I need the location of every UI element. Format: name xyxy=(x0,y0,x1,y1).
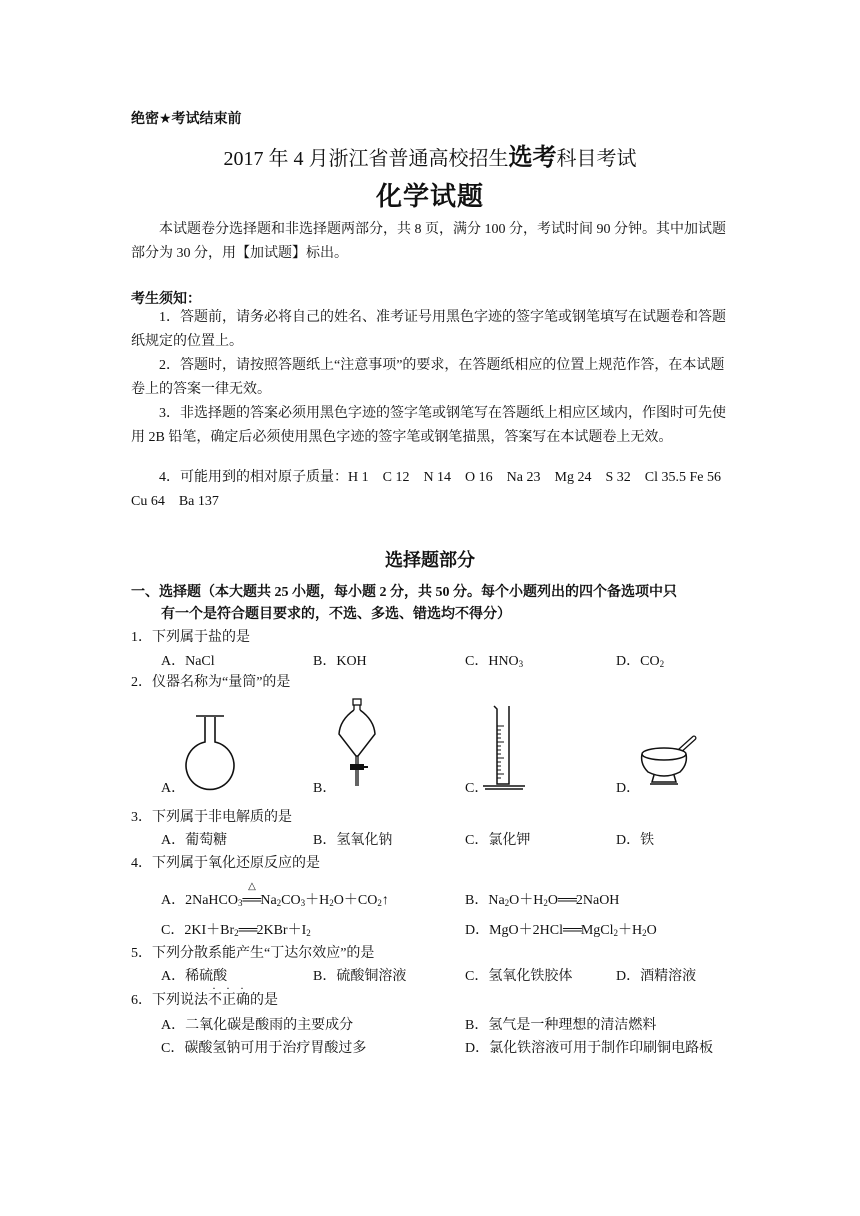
q5-option-b: B．硫酸铜溶液 xyxy=(313,969,407,984)
gas-arrow-icon: ↑ xyxy=(381,893,389,908)
q2-option-b: B． xyxy=(313,781,337,796)
exam-title xyxy=(0,137,860,172)
q1-option-c xyxy=(465,650,523,670)
exam-title-emphasis: 选考 xyxy=(508,143,557,171)
exam-title-pre: 2017 年 4 月浙江省普通高校招生 xyxy=(223,148,509,170)
heating-delta-mark: △ xyxy=(248,881,255,892)
q1-option-c-text: C．HNO xyxy=(465,654,519,669)
mortar-and-pestle-icon xyxy=(634,732,700,790)
q6-emphasis-char-1: 不 xyxy=(208,993,222,1008)
q1-option-d-text: D．CO xyxy=(616,654,660,669)
q1-option-c-sub: 3 xyxy=(518,659,524,669)
notice-item-3: 3．非选择题的答案必须用黑色字迹的签字笔或钢笔写在答题纸上相应区域内，作图时可先使用 2B 铅笔，确定后必须使用黑色字迹的签字笔或钢笔描黑，答案写在本试题卷上无效。 xyxy=(131,406,726,445)
q1-option-d-sub: 2 xyxy=(659,659,665,669)
exam-title-post: 科目考试 xyxy=(556,148,637,170)
q5-option-d: D．酒精溶液 xyxy=(616,969,697,984)
round-bottom-flask-icon xyxy=(182,712,238,792)
q4-option-a: A．2NaHCO$_3$══ △ $Na_2CO_3+H_2O+CO_2↑$ xyxy=(161,881,389,908)
section-heading-line1: 一、选择题（本大题共 25 小题，每小题 2 分，共 50 分。每个小题列出的四个备选项中只 xyxy=(131,585,677,600)
section-title: 选择题部分 xyxy=(385,550,475,571)
q2-option-a: A． xyxy=(161,781,186,796)
q6-option-c: C．碳酸氢钠可用于治疗胃酸过多 xyxy=(161,1041,367,1056)
q6-stem xyxy=(131,989,278,1009)
q5-option-a: A．稀硫酸 xyxy=(161,969,228,984)
q3-option-c: C．氯化钾 xyxy=(465,833,531,848)
section-heading-line2: 有一个是符合题目要求的，不选、多选、错选均不得分） xyxy=(161,607,511,622)
q3-option-a: A．葡萄糖 xyxy=(161,833,228,848)
q2-option-c: C． xyxy=(465,781,489,796)
q3-option-b: B．氢氧化钠 xyxy=(313,833,393,848)
q4-option-c: C．$2KI+Br_2══2KBr+I_2$ xyxy=(161,923,311,938)
notice-item-4: 4．可能用到的相对原子质量：H 1 C 12 N 14 O 16 Na 23 Mg 24 S 32 Cl 35.5 Fe 56 Cu 64 Ba 137 xyxy=(131,470,735,509)
q3-option-d: D．铁 xyxy=(616,833,655,848)
subject-title: 化学试题 xyxy=(375,182,484,212)
q6-emphasis-char-2: 正 xyxy=(222,993,236,1008)
separatory-funnel-icon xyxy=(336,698,378,794)
q6-option-d: D．氯化铁溶液可用于制作印刷铜电路板 xyxy=(465,1041,714,1056)
q2-stem: 2．仪器名称为“量筒”的是 xyxy=(131,675,291,690)
notice-title: 考生须知： xyxy=(131,291,201,307)
q1-option-d xyxy=(616,650,664,670)
q5-stem: 5．下列分散系能产生“丁达尔效应”的是 xyxy=(131,946,375,961)
q4-stem: 4．下列属于氧化还原反应的是 xyxy=(131,856,320,871)
q4-option-b: B．$Na_2O+H_2O══2NaOH$ xyxy=(465,893,620,908)
q6-stem-pre: 6．下列说法 xyxy=(131,993,208,1008)
q6-emphasis-char-3: 确 xyxy=(236,993,250,1008)
confidential-mark: 绝密★考试结束前 xyxy=(131,111,242,127)
notice-item-1: 1．答题前，请务必将自己的姓名、准考证号用黑色字迹的签字笔或钢笔填写在试题卷和答题纸规定的位置上。 xyxy=(131,310,726,349)
q1-option-b: B．KOH xyxy=(313,654,367,669)
q6-option-a: A．二氧化碳是酸雨的主要成分 xyxy=(161,1018,354,1033)
q5-option-c: C．氢氧化铁胶体 xyxy=(465,969,573,984)
q2-option-d: D． xyxy=(616,781,641,796)
q1-stem: 1．下列属于盐的是 xyxy=(131,630,250,645)
q3-stem: 3．下列属于非电解质的是 xyxy=(131,810,292,825)
q6-option-b: B．氢气是一种理想的清洁燃料 xyxy=(465,1018,657,1033)
q1-option-a: A．NaCl xyxy=(161,654,215,669)
q6-stem-post: 的是 xyxy=(250,993,278,1008)
q4-option-d: D．$MgO+2HCl══MgCl_2+H_2O$ xyxy=(465,923,657,938)
intro-paragraph: 本试题卷分选择题和非选择题两部分，共 8 页，满分 100 分，考试时间 90 分钟。其中加试题部分为 30 分，用【加试题】标出。 xyxy=(131,222,726,261)
notice-item-2: 2．答题时，请按照答题纸上“注意事项”的要求，在答题纸相应的位置上规范作答，在本试题卷上的答案一律无效。 xyxy=(131,358,725,397)
